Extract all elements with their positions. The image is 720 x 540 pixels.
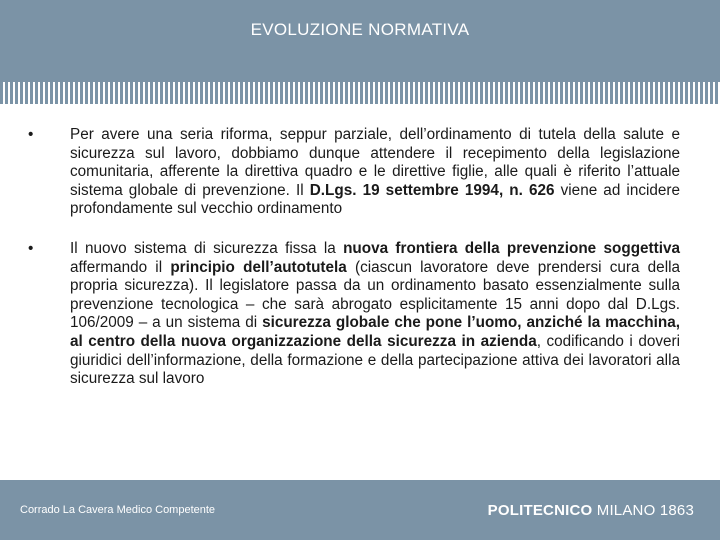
slide-header [0,0,720,82]
logo-rest-text: MILANO 1863 [592,502,694,519]
bullet-dot-icon: • [28,239,34,257]
bullet-text-bold-segment: nuova frontiera della prevenzione soggettiva [343,239,680,257]
bullet-text-segment: , codificando i doveri giuridici dell’informazione, della formazione e della partecipazione attiva dei lavoratori alla sicurezza sul lavoro [70,332,680,388]
bullet-text-bold-segment: sicurezza globale che pone l’uomo, anziché la macchina, al centro della nuova organizzazione della sicurezza in azienda [70,314,680,350]
bullet-item [28,240,680,389]
footer-author: Corrado La Cavera Medico Competente [20,504,216,516]
bullet-text-bold-segment: principio dell’autotutela [170,258,347,276]
bullet-text-segment: Il nuovo sistema di sicurezza fissa la [70,239,344,257]
logo-strong-text: POLITECNICO [487,502,593,519]
slide-title: EVOLUZIONE NORMATIVA [250,20,470,39]
bullet-text-segment: affermando il [70,258,171,276]
bullet-text-segment: viene ad incidere profondamente sul vecchio ordinamento [70,181,681,218]
institution-logo [488,502,694,519]
bullet-text-segment: Per avere una seria riforma, seppur parziale, dell’ordinamento di tutela della salute e sicurezza sul lavoro, dobbiamo dunque attendere il recepimento della legislazione comunitaria, afferente la direttiva quadro e le direttive figlie, alle quali è riferito l’attuale sistema globale di prevenzione. Il [70,126,680,199]
bullet-text-segment: (ciascun lavoratore deve prendersi cura della propria sicurezza). Il legislatore passa da un ordinamento basato essenzialmente sulla prevenzione tecnologica – che sarà abrogato esplicitamente 15 anni dopo dal D.Lgs. 106/2009 – a un sistema di [70,258,680,332]
bullet-list [28,126,680,389]
bullet-dot-icon: • [28,126,34,143]
bullet-item [28,126,680,219]
decorative-stripe-band [0,82,720,104]
bullet-text-bold-segment: D.Lgs. 19 settembre 1994, n. 626 [309,181,555,199]
